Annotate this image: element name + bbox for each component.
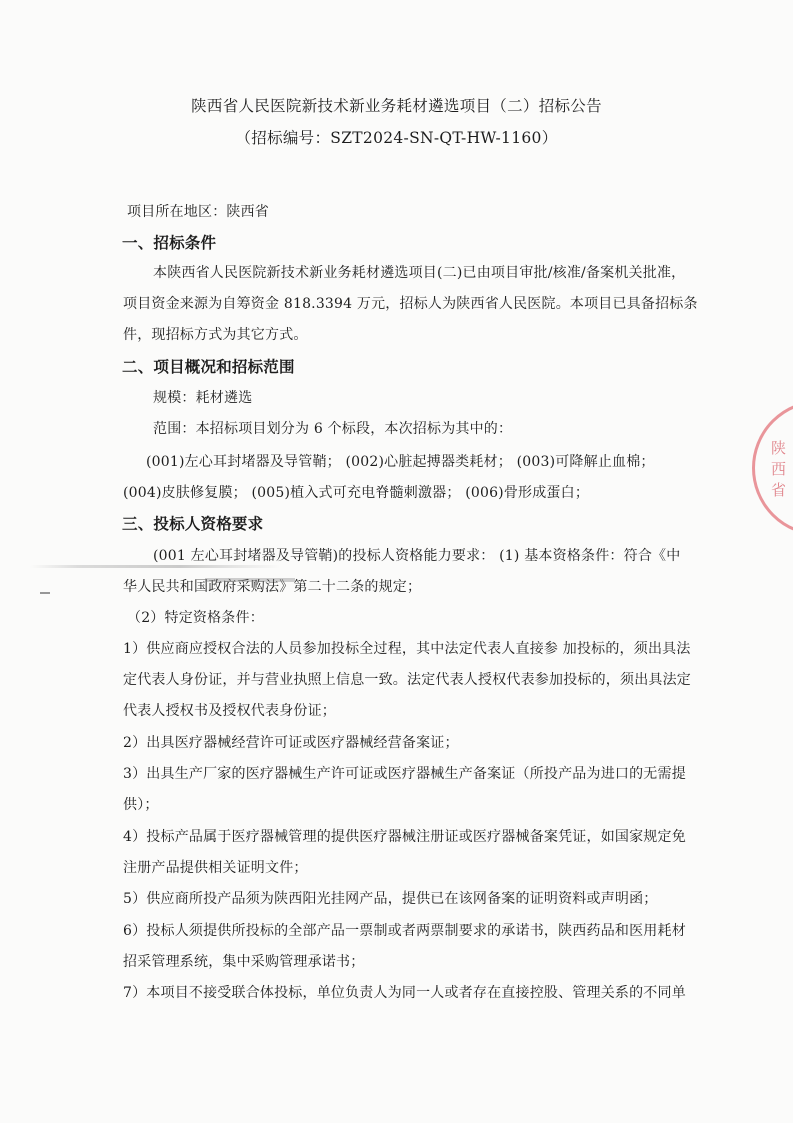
paragraph-line: 7）本项目不接受联合体投标，单位负责人为同一人或者存在直接控股、管理关系的不同单 [123, 985, 686, 1001]
paragraph-line: 代表人授权书及授权代表身份证； [123, 703, 336, 719]
lots-line: (001)左心耳封堵器及导管鞘； (002)心脏起搏器类耗材； (003)可降解止血棉； [146, 454, 655, 470]
tender-code: （招标编号：SZT2024-SN-QT-HW-1160） [235, 129, 558, 147]
scan-smudge [30, 565, 280, 568]
paragraph-line: 本陕西省人民医院新技术新业务耗材遴选项目(二)已由项目审批/核准/备案机关批准， [153, 265, 686, 281]
official-seal-text: 陕西省 [769, 440, 787, 503]
paragraph-line: 件，现招标方式为其它方式。 [123, 327, 308, 343]
paragraph-line: 华人民共和国政府采购法》第二十二条的规定； [123, 579, 422, 595]
project-region: 项目所在地区：陕西省 [127, 204, 269, 220]
paragraph-line: 项目资金来源为自筹资金 818.3394 万元，招标人为陕西省人民医院。本项目已具备招标条 [123, 296, 698, 312]
paragraph-line: 3）出具生产厂家的医疗器械生产许可证或医疗器械生产备案证（所投产品为进口的无需提 [123, 766, 686, 782]
lots-line: (004)皮肤修复膜； (005)植入式可充电脊髓刺激器； (006)骨形成蛋白； [123, 485, 590, 501]
section2-heading: 二、项目概况和招标范围 [122, 357, 295, 376]
paragraph-line: （2）特定资格条件： [127, 610, 264, 626]
paragraph-line: 5）供应商所投产品须为陕西阳光挂网产品，提供已在该网备案的证明资料或声明函； [123, 891, 658, 907]
paragraph-line: 招采管理系统，集中采购管理承诺书； [123, 954, 365, 970]
scale-line: 规模：耗材遴选 [153, 390, 253, 406]
paragraph-line: 注册产品提供相关证明文件； [123, 860, 308, 876]
section1-heading: 一、招标条件 [122, 233, 217, 252]
scan-smudge [205, 578, 295, 582]
paragraph-line: 供）； [123, 797, 159, 813]
scan-smudge [40, 592, 50, 594]
paragraph-line: 1）供应商应授权合法的人员参加投标全过程，其中法定代表人直接参 加投标的，须出具法 [123, 641, 691, 657]
scope-line: 范围：本招标项目划分为 6 个标段，本次招标为其中的： [153, 421, 513, 437]
paragraph-line: 6）投标人须提供所投标的全部产品一票制或者两票制要求的承诺书，陕西药品和医用耗材 [123, 923, 686, 939]
document-title: 陕西省人民医院新技术新业务耗材遴选项目（二）招标公告 [191, 97, 602, 115]
paragraph-line: 定代表人身份证，并与营业执照上信息一致。法定代表人授权代表参加投标的，须出具法定 [123, 672, 691, 688]
paragraph-line: (001 左心耳封堵器及导管鞘)的投标人资格能力要求： (1) 基本资格条件：符合《中 [153, 548, 681, 564]
paragraph-line: 2）出具医疗器械经营许可证或医疗器械经营备案证； [123, 735, 459, 751]
paragraph-line: 4）投标产品属于医疗器械管理的提供医疗器械注册证或医疗器械备案凭证，如国家规定免 [123, 829, 686, 845]
section3-heading: 三、投标人资格要求 [122, 514, 264, 533]
